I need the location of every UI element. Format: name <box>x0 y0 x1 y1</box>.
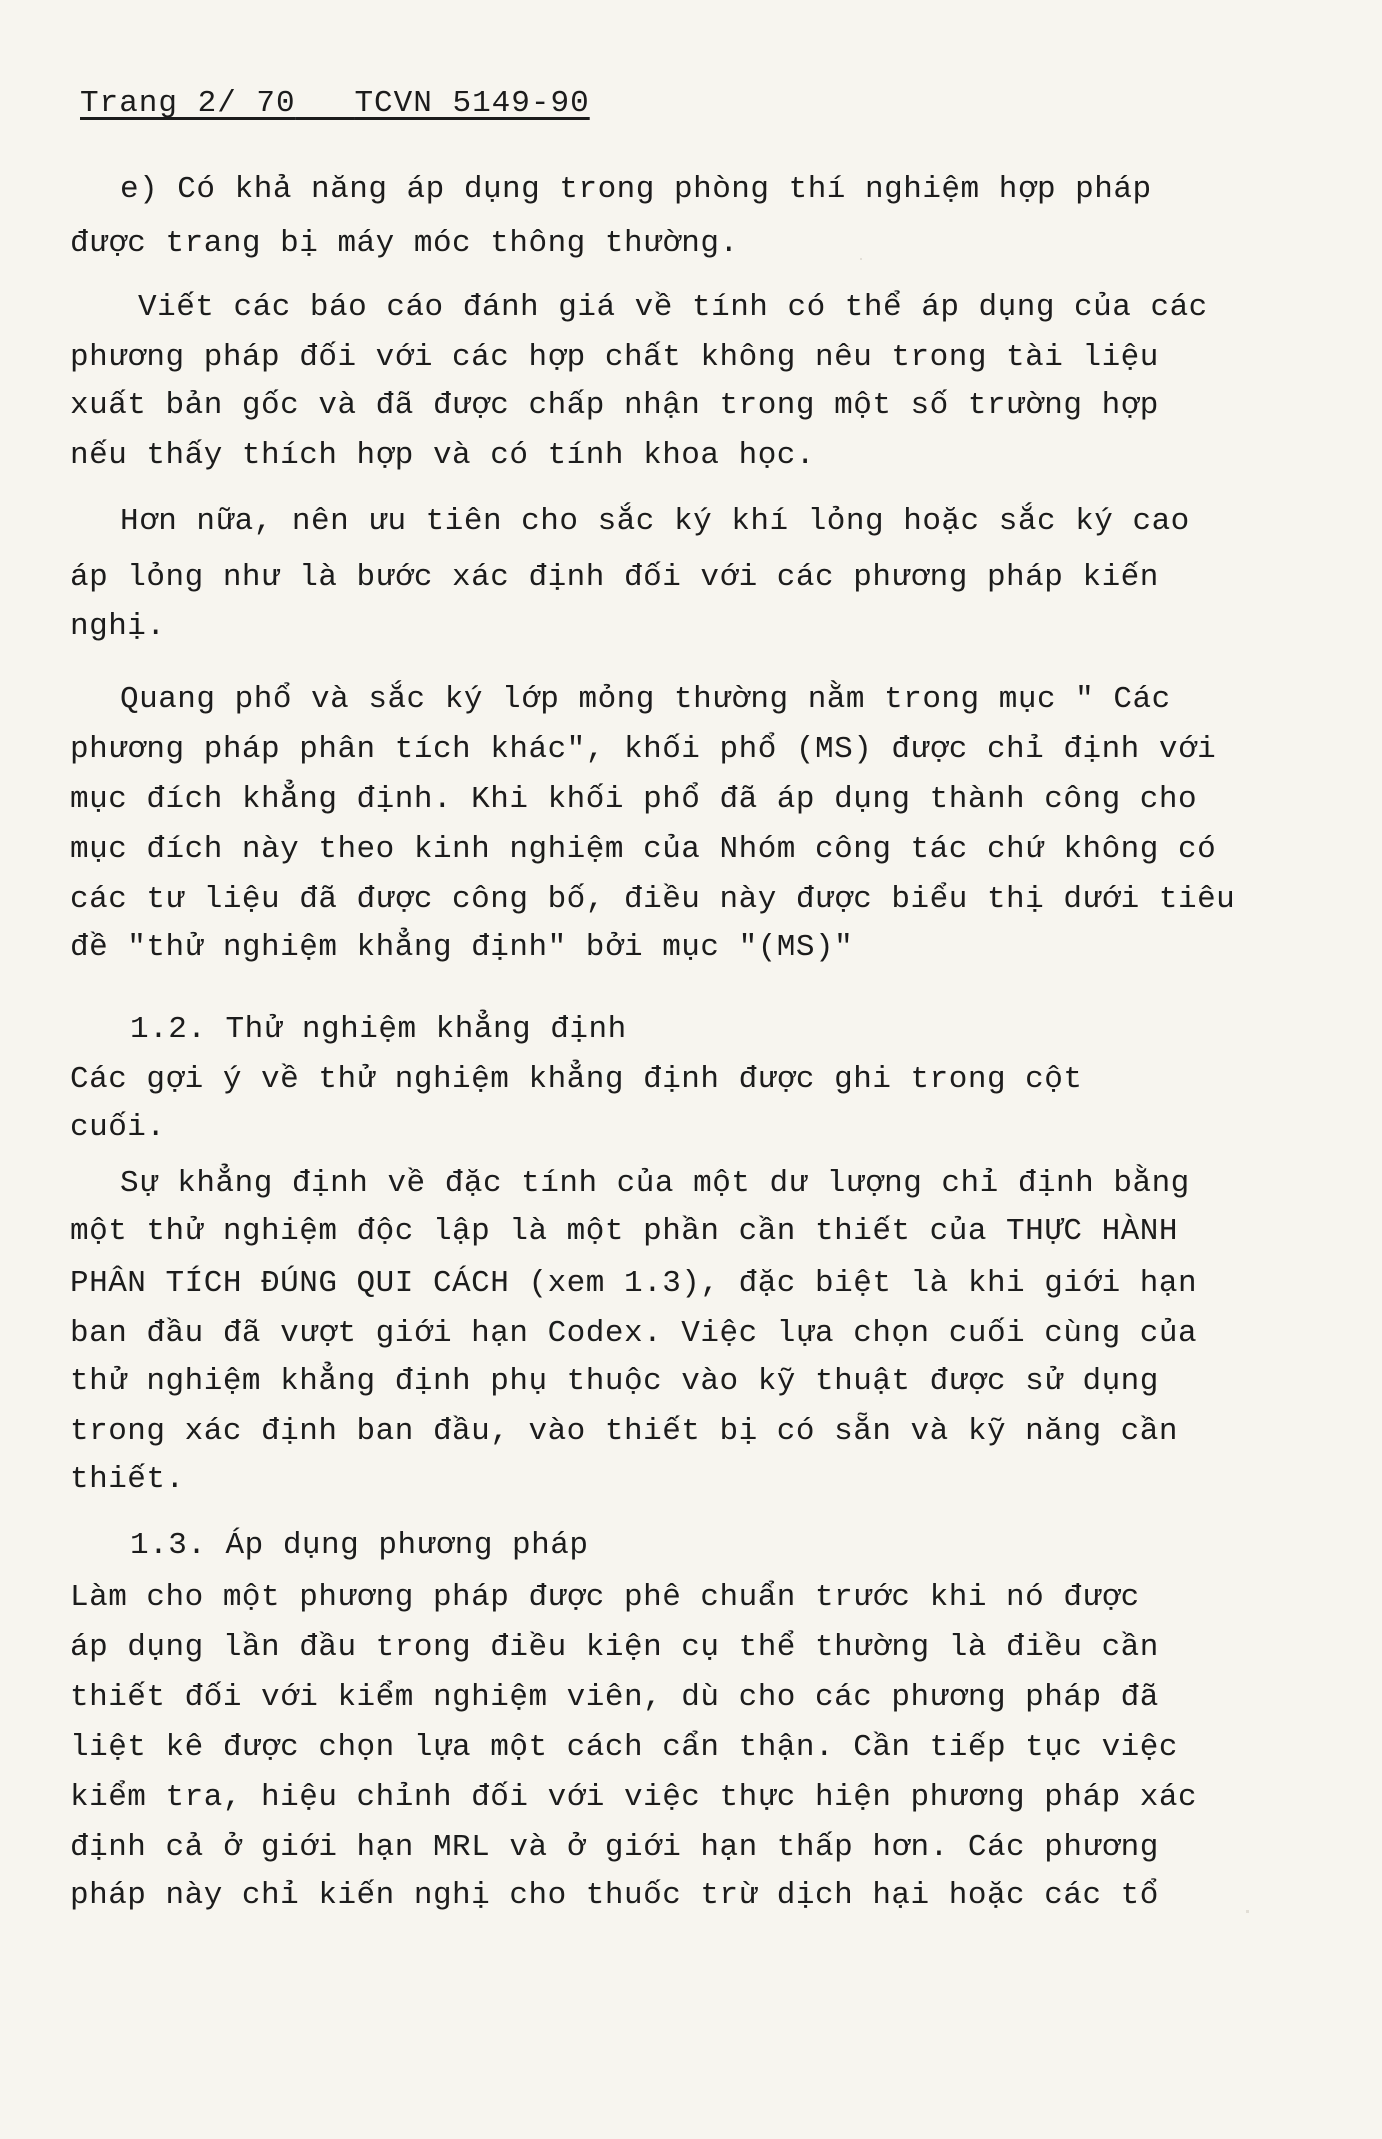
text-line: Quang phổ và sắc ký lớp mỏng thường nằm trong mục " Các <box>120 682 1171 717</box>
standard-code: TCVN 5149-90 <box>354 86 590 121</box>
section-heading: 1.2. Thử nghiệm khẳng định <box>130 1012 627 1047</box>
text-line: phương pháp phân tích khác", khối phổ (MS) được chỉ định với <box>70 732 1217 767</box>
text-line: PHÂN TÍCH ĐÚNG QUI CÁCH (xem 1.3), đặc biệt là khi giới hạn <box>70 1266 1198 1301</box>
text-line: được trang bị máy móc thông thường. <box>70 226 739 261</box>
text-line: xuất bản gốc và đã được chấp nhận trong một số trường hợp <box>70 388 1159 423</box>
scan-speck <box>1246 1910 1249 1913</box>
text-line: mục đích khẳng định. Khi khối phổ đã áp dụng thành công cho <box>70 782 1198 817</box>
scan-speck <box>860 258 862 260</box>
text-line: các tư liệu đã được công bố, điều này được biểu thị dưới tiêu <box>70 882 1236 917</box>
text-line: thiết đối với kiểm nghiệm viên, dù cho các phương pháp đã <box>70 1680 1159 1715</box>
page-header <box>80 86 590 121</box>
text-line: thiết. <box>70 1462 185 1497</box>
text-line: nghị. <box>70 609 166 644</box>
text-line: định cả ở giới hạn MRL và ở giới hạn thấp hơn. Các phương <box>70 1830 1159 1865</box>
text-line: ban đầu đã vượt giới hạn Codex. Việc lựa chọn cuối cùng của <box>70 1316 1198 1351</box>
text-line: Làm cho một phương pháp được phê chuẩn trước khi nó được <box>70 1580 1140 1615</box>
text-line: kiểm tra, hiệu chỉnh đối với việc thực hiện phương pháp xác <box>70 1780 1198 1815</box>
section-heading: 1.3. Áp dụng phương pháp <box>130 1528 589 1563</box>
page-number: Trang 2/ 70 <box>80 86 296 121</box>
text-line: Viết các báo cáo đánh giá về tính có thể áp dụng của các <box>138 290 1208 325</box>
text-line: pháp này chỉ kiến nghị cho thuốc trừ dịch hại hoặc các tổ <box>70 1878 1159 1913</box>
text-line: e) Có khả năng áp dụng trong phòng thí nghiệm hợp pháp <box>120 172 1152 207</box>
text-line: nếu thấy thích hợp và có tính khoa học. <box>70 438 816 473</box>
text-line: cuối. <box>70 1110 166 1145</box>
text-line: đề "thử nghiệm khẳng định" bởi mục "(MS)" <box>70 930 854 965</box>
text-line: mục đích này theo kinh nghiệm của Nhóm công tác chứ không có <box>70 832 1217 867</box>
text-line: áp lỏng như là bước xác định đối với các phương pháp kiến <box>70 560 1159 595</box>
text-line: liệt kê được chọn lựa một cách cẩn thận. Cần tiếp tục việc <box>70 1730 1178 1765</box>
text-line: áp dụng lần đầu trong điều kiện cụ thể thường là điều cần <box>70 1630 1159 1665</box>
text-line: Hơn nữa, nên ưu tiên cho sắc ký khí lỏng hoặc sắc ký cao <box>120 504 1190 539</box>
text-line: phương pháp đối với các hợp chất không nêu trong tài liệu <box>70 340 1159 375</box>
text-line: một thử nghiệm độc lập là một phần cần thiết của THỰC HÀNH <box>70 1214 1178 1249</box>
text-line: Sự khẳng định về đặc tính của một dư lượng chỉ định bằng <box>120 1166 1190 1201</box>
text-line: thử nghiệm khẳng định phụ thuộc vào kỹ thuật được sử dụng <box>70 1364 1159 1399</box>
text-line: trong xác định ban đầu, vào thiết bị có sẵn và kỹ năng cần <box>70 1414 1178 1449</box>
text-line: Các gợi ý về thử nghiệm khẳng định được ghi trong cột <box>70 1062 1083 1097</box>
